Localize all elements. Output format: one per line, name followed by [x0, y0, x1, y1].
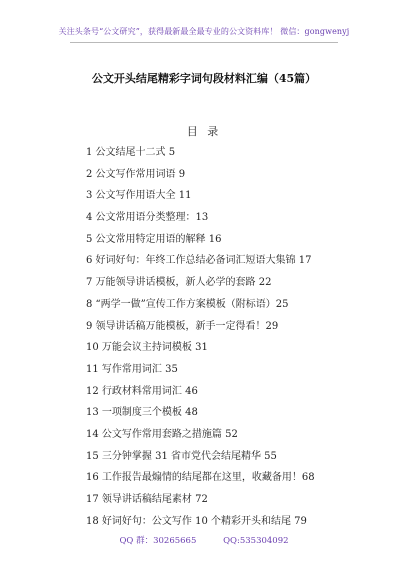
toc-item[interactable]: 1 公文结尾十二式 5 [86, 147, 176, 158]
toc-item[interactable]: 12 行政材料常用词汇 46 [86, 385, 198, 397]
qq-group-label: QQ 群：30265665 [119, 536, 197, 546]
table-of-contents [86, 142, 386, 532]
toc-item[interactable]: 3 公文写作用语大全 11 [86, 190, 192, 202]
toc-item[interactable]: 14 公文写作常用套路之措施篇 52 [86, 428, 238, 440]
toc-item[interactable]: 6 好词好句：年终工作总结必备词汇短语大集锦 17 [86, 255, 312, 267]
document-title: 公文开头结尾精彩字词句段材料汇编（45篇） [91, 72, 317, 85]
toc-item[interactable]: 9 领导讲话稿万能模板，新手一定得看！29 [86, 320, 279, 332]
toc-item[interactable]: 7 万能领导讲话模板，新人必学的套路 22 [86, 277, 272, 289]
toc-item[interactable]: 15 三分钟掌握 31 省市党代会结尾精华 55 [86, 450, 277, 462]
toc-heading: 目 录 [186, 125, 222, 138]
toc-item[interactable]: 16 工作报告最煽情的结尾都在这里，收藏备用！68 [86, 472, 315, 484]
toc-item[interactable]: 10 万能会议主持词模板 31 [86, 342, 208, 354]
toc-item[interactable]: 8 “两学一做”宣传工作方案模板（附标语）25 [86, 298, 289, 310]
toc-item[interactable]: 17 领导讲话稿结尾素材 72 [86, 494, 208, 505]
toc-item[interactable]: 18 好词好句：公文写作 10 个精彩开头和结尾 79 [86, 515, 307, 527]
toc-item[interactable]: 4 公文常用语分类整理：13 [86, 212, 209, 224]
header-banner: 关注头条号“公文研究”，获得最新最全最专业的公文资料库！ 微信：gongwenyj [58, 27, 350, 36]
qq-label: QQ:535304092 [223, 536, 289, 546]
toc-item[interactable]: 11 写作常用词汇 35 [86, 363, 178, 375]
toc-item[interactable]: 2 公文写作常用词语 9 [86, 168, 186, 180]
footer-contact [0, 534, 408, 546]
header-divider [70, 42, 338, 43]
toc-item[interactable]: 5 公文常用特定用语的解释 16 [86, 233, 222, 245]
toc-item[interactable]: 13 一项制度三个模板 48 [86, 407, 198, 419]
